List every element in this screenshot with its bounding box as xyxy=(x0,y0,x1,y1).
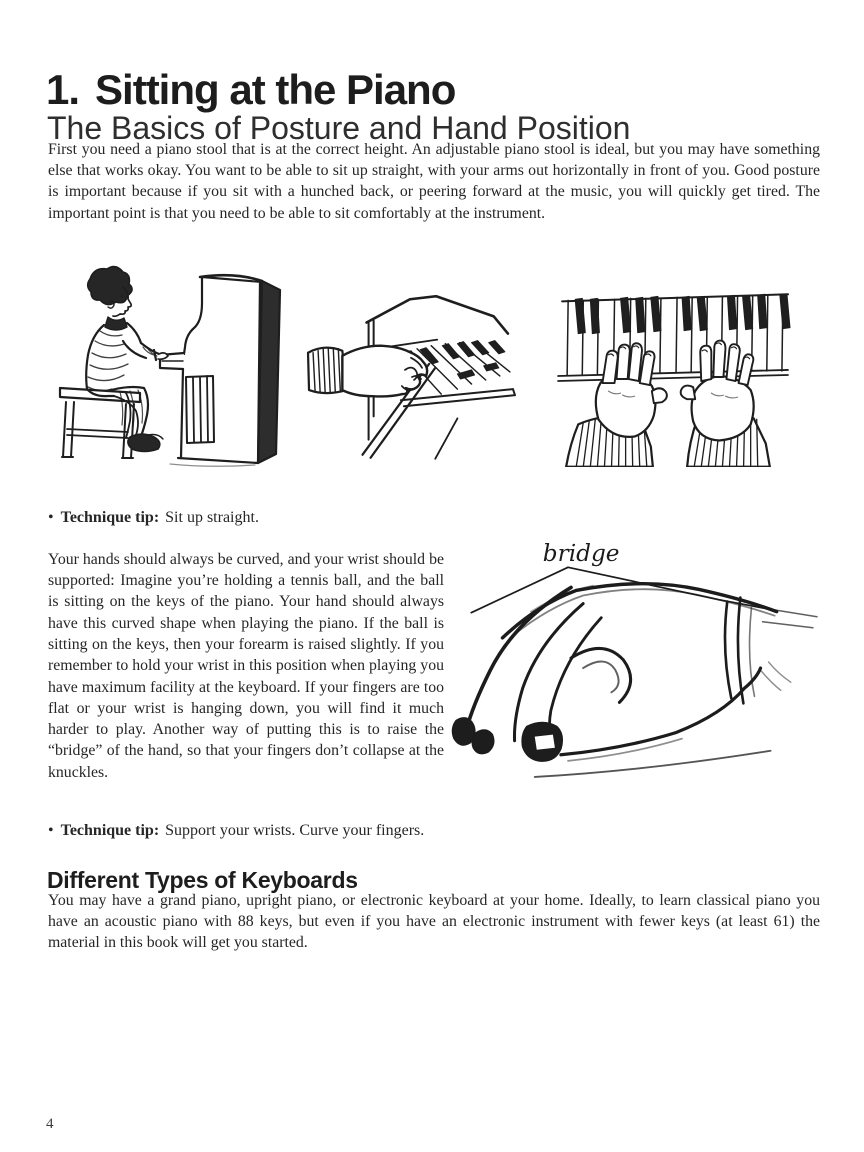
chapter-title xyxy=(46,68,806,112)
bridge-label: bridge xyxy=(542,540,620,568)
posture-illustration xyxy=(50,264,285,471)
bullet: • xyxy=(48,822,54,839)
technique-tip-2 xyxy=(48,820,424,841)
two-hands-illustration xyxy=(550,290,792,467)
keyboards-section-heading: Different Types of Keyboards xyxy=(47,867,358,893)
tip-text: Support your wrists. Curve your fingers. xyxy=(165,822,425,839)
chapter-subtitle: The Basics of Posture and Hand Position xyxy=(47,109,631,146)
hand-position-paragraph: Your hands should always be curved, and your wrist should be supported: Imagine you’re holding a tennis ball, and the ball is sitting on the keys of the piano. Your hand should always have this curved shape when playing the piano. If the ball is sitting on the keys, then your forearm is raised slightly. If you remember to hold your wrist in this position when playing you have maximum facility at the keyboard. If your fingers are too flat or your wrist is hanging down, you will find it much harder to play. Another way of putting this is to raise the “bridge” of the hand, so that your fingers don’t collapse at the knuckles. xyxy=(48,550,444,781)
tip-label: Technique tip: xyxy=(60,822,160,839)
page-number: 4 xyxy=(46,1116,54,1132)
intro-paragraph: First you need a piano stool that is at the correct height. An adjustable piano stool is ideal, but you may have something else that works okay. You want to be able to sit up straight, with your arms out horizontally in front of you. Good posture is important because if you sit with a hunched back, or peering forward at the music, you will quickly get tired. The important point is that you need to be able to sit comfortably at the instrument. xyxy=(48,140,820,222)
bridge-hand-illustration xyxy=(442,518,820,792)
chapter-title-text: Sitting at the Piano xyxy=(95,66,456,114)
chapter-number: 1. xyxy=(46,66,80,114)
hand-on-keys-illustration xyxy=(306,295,518,462)
tip-label: Technique tip: xyxy=(60,509,160,526)
tip-text: Sit up straight. xyxy=(165,509,259,526)
bullet: • xyxy=(48,509,54,526)
technique-tip-1 xyxy=(48,507,259,528)
keyboards-paragraph: You may have a grand piano, upright piano, or electronic keyboard at your home. Ideally, to learn classical piano you have an acoustic piano with 88 keys, but even if you have an electronic instrument with fewer keys (at least 61) the material in this book will get you started. xyxy=(48,891,820,952)
